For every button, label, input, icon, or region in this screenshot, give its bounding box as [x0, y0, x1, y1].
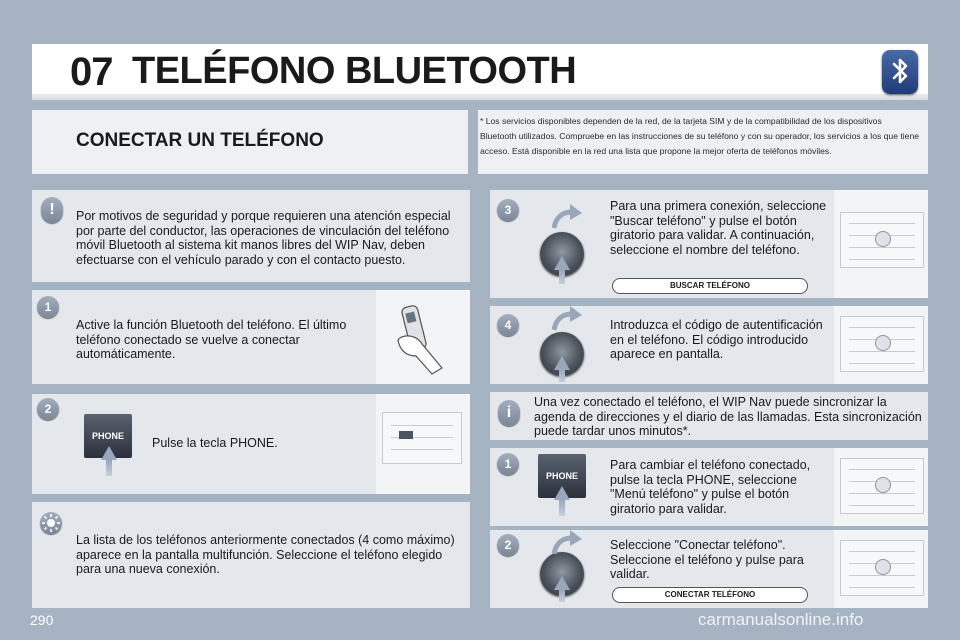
warning-text: Por motivos de seguridad y porque requieren una atención especial por parte del conductor, las operaciones de vinculación del teléfono móvil Bluetooth al sistema kit manos libres del WIP Nav, deben efectuarse con el vehículo parado y con el contacto puesto. — [76, 209, 451, 267]
phone-key-icon: PHONE — [538, 454, 586, 498]
arrow-up-icon — [554, 576, 570, 590]
conectar-telefono-button[interactable]: CONECTAR TELÉFONO — [612, 587, 808, 603]
footnote-text: * Los servicios disponibles dependen de la red, de la tarjeta SIM y de la compatibilidad de los dispositivos Bluetooth utilizados. Compruebe en las instrucciones de su teléfono y con su operador, los servicios a los que tiene acceso. Está disponible en la red una lista que propone la mejor oferta de teléfonos móviles. — [480, 116, 920, 156]
step4-badge: 4 — [497, 314, 519, 336]
radio-unit-illustration — [840, 212, 924, 268]
watermark: carmanualsonline.info — [698, 610, 864, 629]
section-subtitle: CONECTAR UN TELÉFONO — [76, 130, 324, 151]
info-icon: i — [498, 400, 520, 426]
change1-image — [834, 448, 928, 526]
change2-text: Seleccione "Conectar teléfono". Seleccione el teléfono y pulse para validar. — [610, 538, 804, 581]
arrow-up-icon — [554, 256, 570, 270]
radio-unit-illustration — [382, 412, 462, 464]
change1-text: Para cambiar el teléfono conectado, pulse la tecla PHONE, seleccione "Menú teléfono" y pulse el botón giratorio para validar. — [610, 458, 811, 516]
buscar-telefono-button[interactable]: BUSCAR TELÉFONO — [612, 278, 808, 294]
step3-badge: 3 — [497, 199, 519, 221]
rotate-arrow-icon — [552, 306, 582, 337]
step3-text: Para una primera conexión, seleccione "Buscar teléfono" y pulse el botón giratorio para validar. A continuación, seleccione el nombre del teléfono. — [610, 199, 827, 257]
step4-text: Introduzca el código de autentificación en el teléfono. El código introducido aparece en pantalla. — [610, 318, 823, 361]
change1-badge: 1 — [497, 453, 519, 475]
tip-text: La lista de los teléfonos anteriormente conectados (4 como máximo) aparece en la pantalla multifunción. Seleccione el teléfono elegido para una nueva conexión. — [76, 533, 455, 576]
step2-text: Pulse la tecla PHONE. — [152, 436, 278, 450]
info-text: Una vez conectado el teléfono, el WIP Nav puede sincronizar la agenda de direcciones y el diario de las llamadas. Esta sincronización puede tardar unos minutos*. — [534, 395, 922, 438]
step2-image — [376, 394, 470, 494]
arrow-up-icon — [554, 356, 570, 370]
step4-image — [834, 306, 928, 384]
change2-image — [834, 530, 928, 608]
step1-text: Active la función Bluetooth del teléfono. El último teléfono conectado se vuelve a conectar automáticamente. — [76, 318, 347, 361]
change2-badge: 2 — [497, 534, 519, 556]
arrow-up-icon — [101, 446, 117, 460]
bluetooth-icon — [882, 50, 918, 94]
step2-badge: 2 — [37, 398, 59, 420]
radio-unit-illustration — [840, 540, 924, 596]
radio-unit-illustration — [840, 316, 924, 372]
sun-icon — [40, 512, 62, 534]
arrow-up-icon — [554, 486, 570, 500]
rotate-arrow-icon — [552, 204, 582, 235]
phone-key-icon: PHONE — [84, 414, 132, 458]
radio-unit-illustration — [840, 458, 924, 514]
page-number: 290 — [30, 612, 54, 628]
chapter-number: 07 — [70, 50, 113, 94]
rotate-arrow-icon — [552, 530, 582, 561]
hand-phone-icon — [376, 290, 470, 384]
step1-badge: 1 — [37, 296, 59, 318]
warning-icon: ! — [41, 197, 63, 223]
step1-image — [376, 290, 470, 384]
step3-image — [834, 190, 928, 298]
page-title: TELÉFONO BLUETOOTH — [132, 50, 577, 92]
